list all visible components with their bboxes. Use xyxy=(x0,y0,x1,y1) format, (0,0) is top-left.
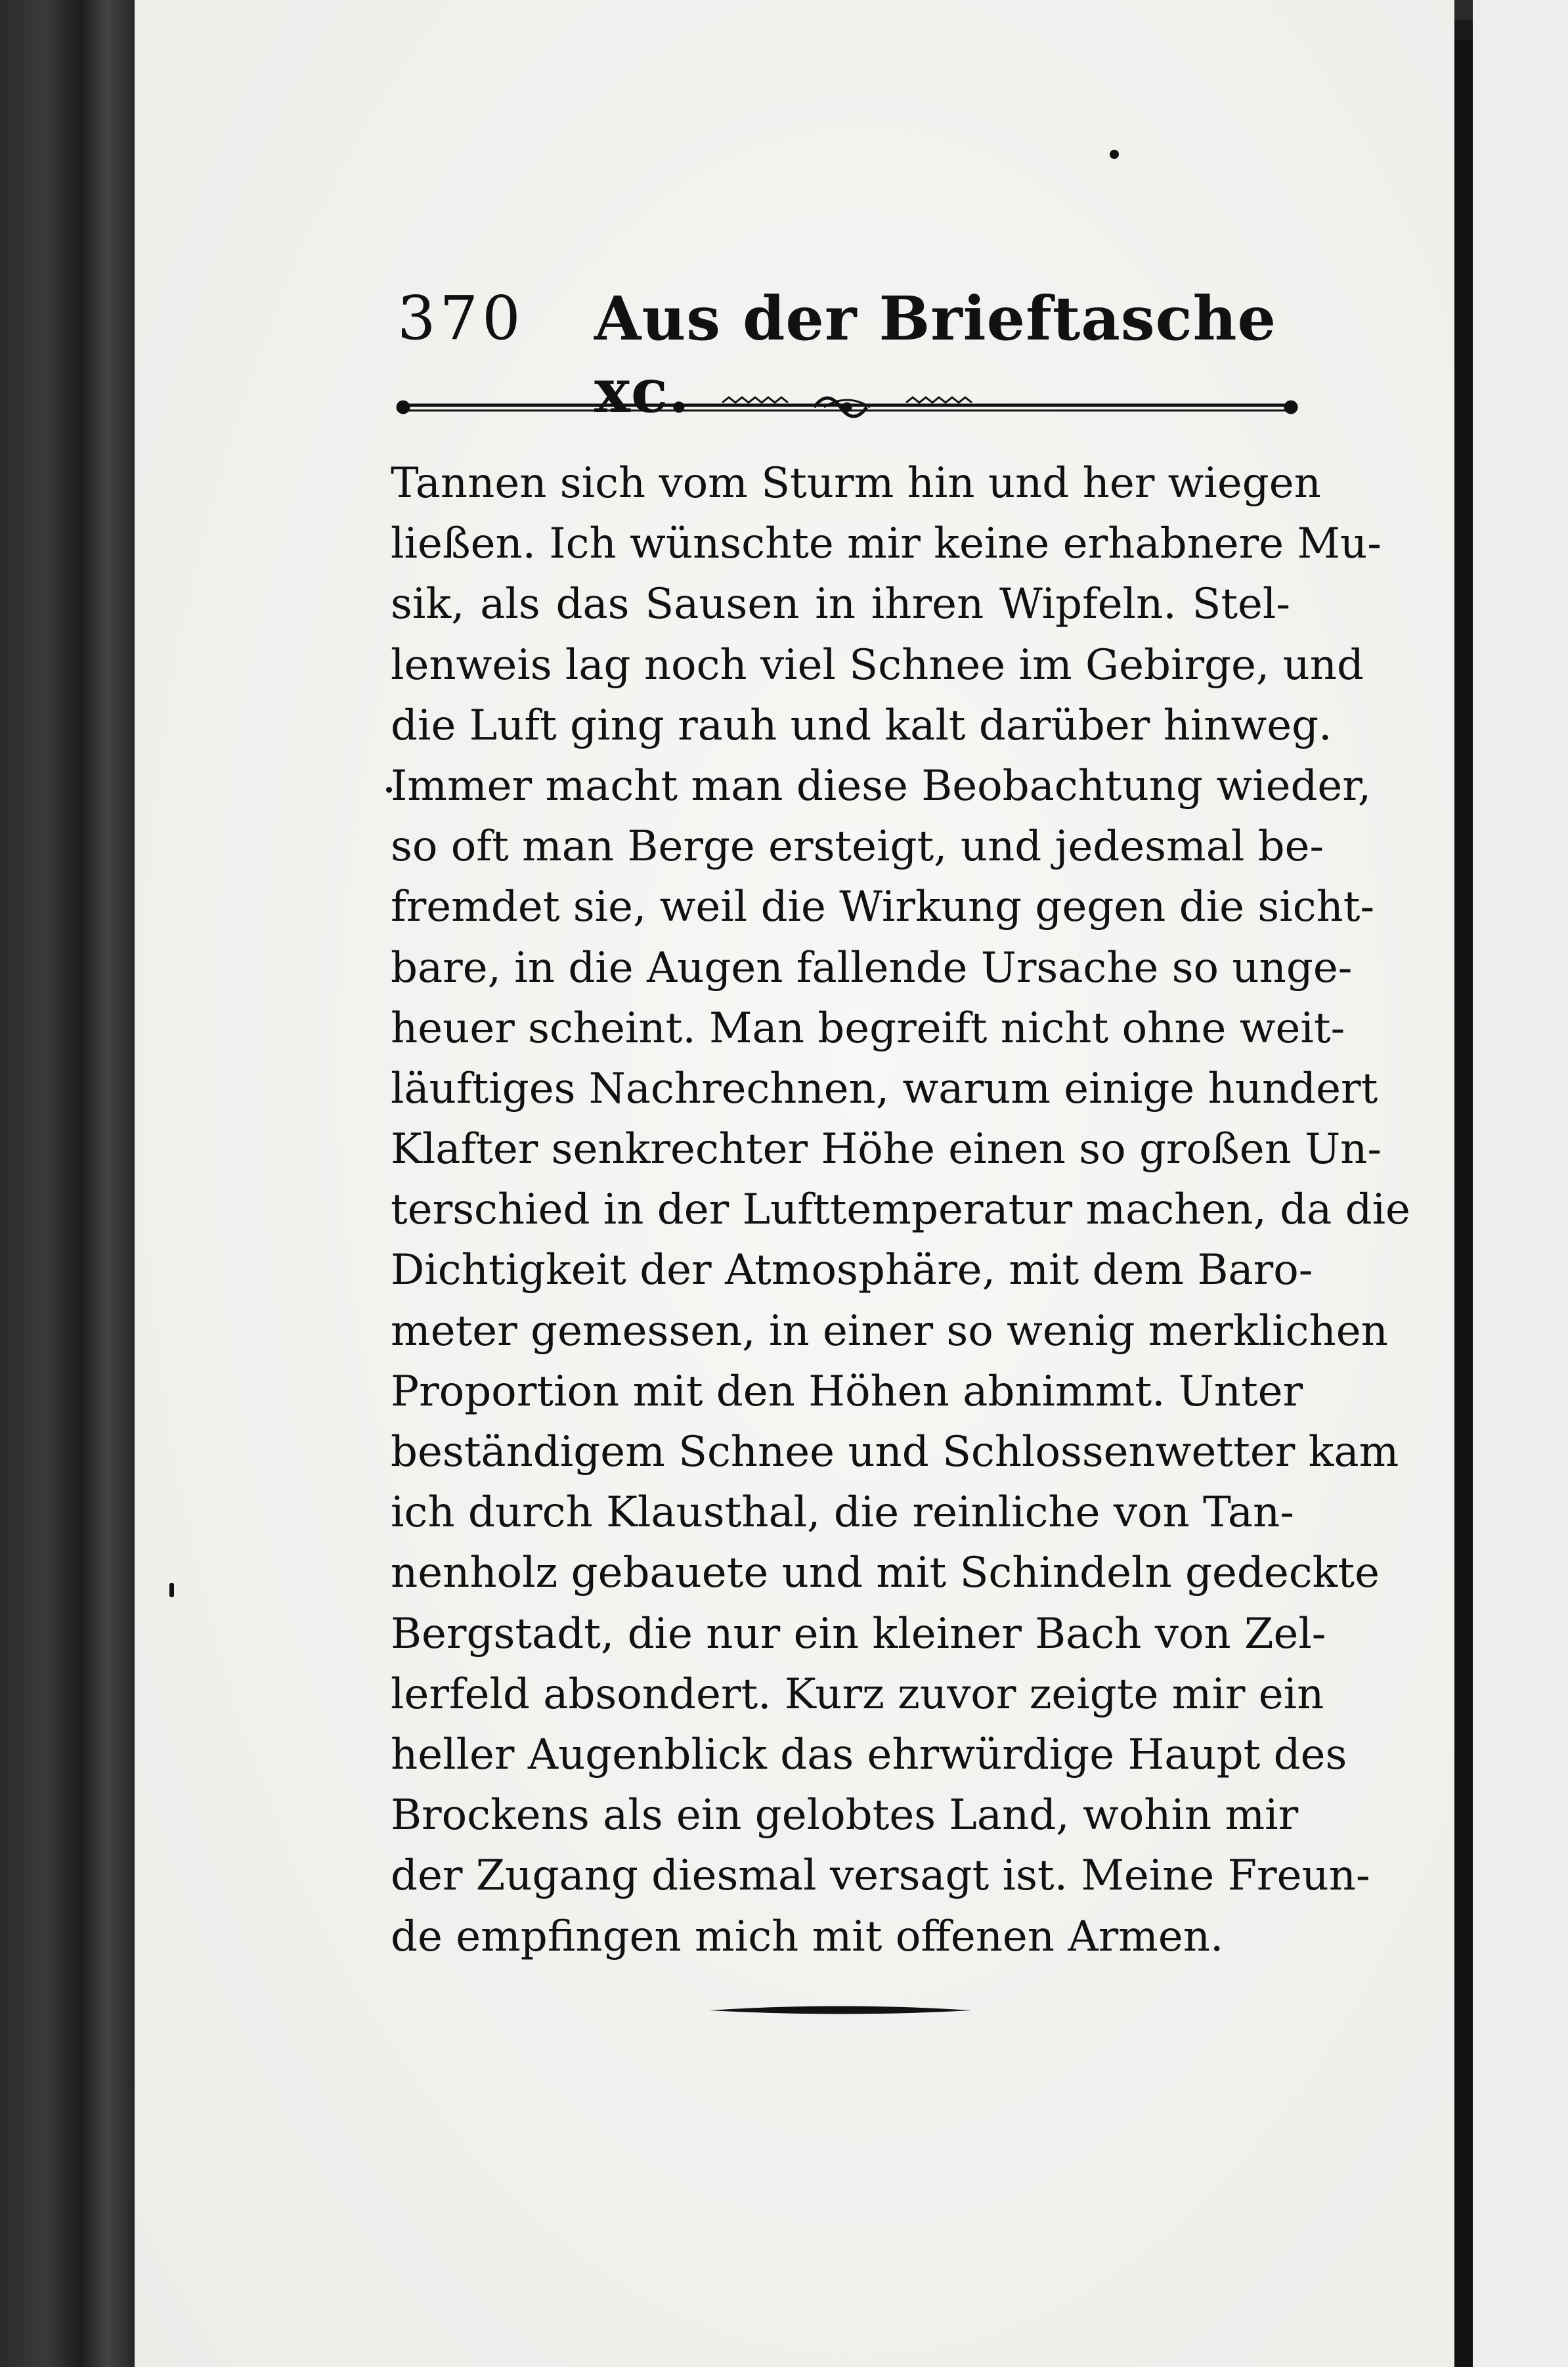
text-line: Klafter senkrechter Höhe einen so großen Un- xyxy=(391,1125,1382,1174)
text-line: ließen. Ich wünschte mir keine erhabnere Mu- xyxy=(391,520,1382,569)
page-number: 370 xyxy=(397,283,525,353)
text-line: Brockens als ein gelobtes Land, wohin mir xyxy=(391,1791,1299,1840)
text-line: beständigem Schnee und Schlossenwetter kam xyxy=(391,1428,1399,1476)
ornamental-rule xyxy=(394,391,1300,424)
text-line: lerfeld absondert. Kurz zuvor zeigte mir ein xyxy=(391,1670,1324,1719)
text-line: meter gemessen, in einer so wenig merklichen xyxy=(391,1306,1388,1356)
text-line: Bergstadt, die nur ein kleiner Bach von Zel- xyxy=(391,1609,1326,1658)
text-line: heller Augenblick das ehrwürdige Haupt des xyxy=(391,1730,1347,1779)
page-edge-shadow xyxy=(1454,39,1473,2367)
book-gutter-left xyxy=(0,0,135,2367)
text-line: Dichtigkeit der Atmosphäre, mit dem Baro- xyxy=(391,1246,1313,1295)
text-line: so oft man Berge ersteigt, und jedesmal be- xyxy=(391,822,1324,872)
text-line: fremdet sie, weil die Wirkung gegen die sicht- xyxy=(391,883,1375,932)
closing-rule xyxy=(709,2003,972,2018)
text-line: Proportion mit den Höhen abnimmt. Unter xyxy=(391,1367,1303,1416)
text-line: sik, als das Sausen in ihren Wipfeln. Stel- xyxy=(391,580,1290,629)
text-line: bare, in die Augen fallende Ursache so unge- xyxy=(391,943,1353,992)
page-header xyxy=(397,282,1356,426)
adjacent-page-sliver xyxy=(1473,0,1568,2367)
text-line: läuftiges Nachrechnen, warum einige hundert xyxy=(391,1064,1378,1113)
text-line: die Luft ging rauh und kalt darüber hinweg. xyxy=(391,701,1332,750)
text-line: lenweis lag noch viel Schnee im Gebirge, und xyxy=(391,640,1364,690)
text-line: terschied in der Lufttemperatur machen, da die xyxy=(391,1185,1410,1235)
text-line: nenholz gebauete und mit Schindeln gedeckte xyxy=(391,1549,1380,1598)
running-title: Aus der Brieftasche xc. xyxy=(594,283,1277,426)
body-text xyxy=(391,453,1410,1967)
ink-speck xyxy=(1110,150,1119,159)
text-line: Immer macht man diese Beobachtung wieder, xyxy=(391,761,1372,810)
text-line: ich durch Klausthal, die reinliche von Tan- xyxy=(391,1488,1294,1537)
ink-speck xyxy=(169,1583,174,1597)
text-line: heuer scheint. Man begreift nicht ohne weit- xyxy=(391,1004,1345,1053)
text-line: der Zugang diesmal versagt ist. Meine Freun- xyxy=(391,1851,1370,1901)
text-line: de empfingen mich mit offenen Armen. xyxy=(391,1912,1224,1961)
text-line: Tannen sich vom Sturm hin und her wiegen xyxy=(391,459,1321,508)
